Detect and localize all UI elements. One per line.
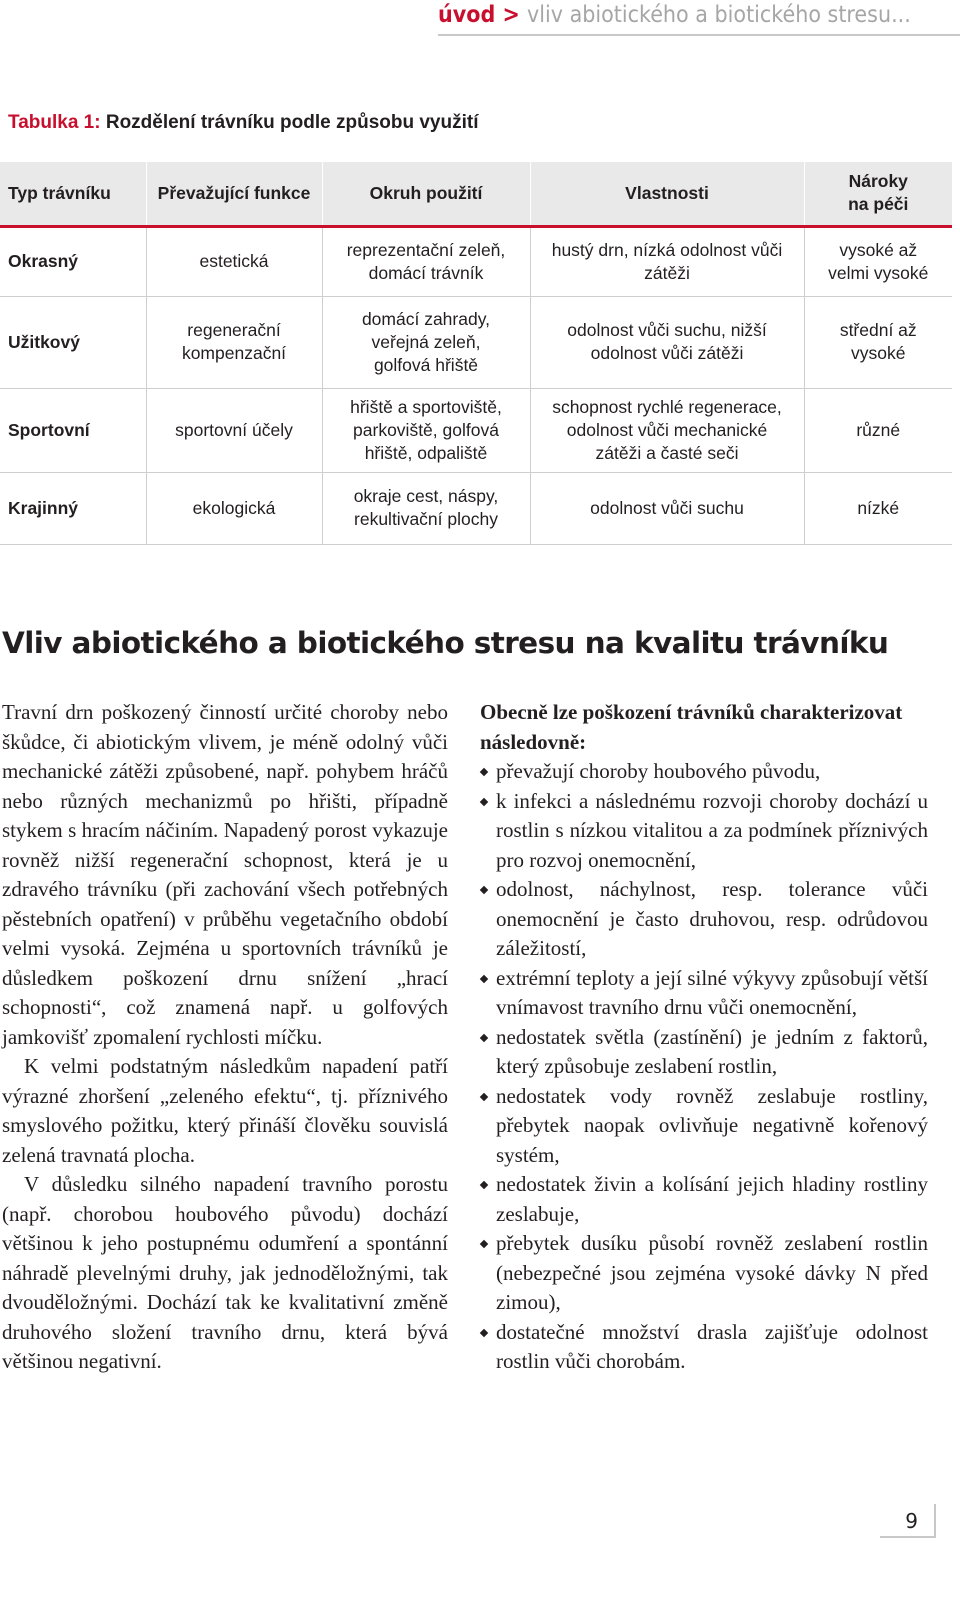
list-item: k infekci a následnému rozvoji choroby dochází u rostlin s nízkou vitalitou a za podmínek příznivých pro rozvoj onemocnění, [480, 787, 928, 876]
left-column [2, 698, 448, 1377]
breadcrumb-separator: > [495, 2, 528, 28]
list-item: přebytek dusíku působí rovněž zeslabení rostlin (nebezpečné jsou zejména vysoké dávky N před zimou), [480, 1229, 928, 1318]
cell-lawn-type: Užitkový [0, 296, 146, 388]
cell-use-scope: hřiště a sportoviště, parkoviště, golfová hřiště, odpaliště [322, 388, 530, 472]
header-main-function: Převažující funkce [146, 162, 322, 226]
breadcrumb-topic: vliv abiotického a biotického stresu... [527, 2, 911, 28]
table-row [0, 226, 952, 296]
cell-lawn-type: Sportovní [0, 388, 146, 472]
cell-lawn-type: Okrasný [0, 226, 146, 296]
cell-care-demands: nízké [804, 472, 952, 544]
cell-properties: odolnost vůči suchu, nižší odolnost vůči zátěži [530, 296, 804, 388]
page-number: 9 [880, 1504, 936, 1538]
damage-characteristics-list [480, 757, 928, 1377]
cell-care-demands: střední až vysoké [804, 296, 952, 388]
table-caption [8, 112, 478, 134]
list-item: nedostatek živin a kolísání jejich hladiny rostliny zeslabuje, [480, 1170, 928, 1229]
header-properties: Vlastnosti [530, 162, 804, 226]
cell-main-function: regenerační kompenzační [146, 296, 322, 388]
cell-main-function: estetická [146, 226, 322, 296]
cell-main-function: sportovní účely [146, 388, 322, 472]
lawn-types-table [0, 162, 952, 545]
running-head [438, 0, 960, 36]
list-item: dostatečné množství drasla zajišťuje odolnost rostlin vůči chorobám. [480, 1318, 928, 1377]
body-paragraph: V důsledku silného napadení travního porostu (např. chorobou houbového původu) dochází většinou k jeho postupnému odumření a spontánní náhradě plevelnými druhy, jak jednoděložnými, tak dvouděložnými. Dochází tak ke kvalitativní změně druhového složení travního drnu, která bývá většinou negativní. [2, 1172, 448, 1373]
table-caption-text: Rozdělení trávníku podle způsobu využití [100, 112, 479, 133]
list-item: převažují choroby houbového původu, [480, 757, 928, 787]
list-item: nedostatek vody rovněž zeslabuje rostliny, přebytek naopak ovlivňuje negativně kořenový systém, [480, 1082, 928, 1171]
breadcrumb-section[interactable]: úvod [438, 2, 496, 28]
cell-use-scope: reprezentační zeleň, domácí trávník [322, 226, 530, 296]
list-item: odolnost, náchylnost, resp. tolerance vůči onemocnění je často druhovou, resp. odrůdovou záležitostí, [480, 875, 928, 964]
header-care-demands: Nároky na péči [804, 162, 952, 226]
header-lawn-type: Typ trávníku [0, 162, 146, 226]
table-header-row [0, 162, 952, 226]
right-column [480, 698, 928, 1377]
cell-care-demands: různé [804, 388, 952, 472]
list-intro: Obecně lze poškození trávníků charakterizovat následovně: [480, 700, 903, 754]
section-heading: Vliv abiotického a biotického stresu na kvalitu trávníku [2, 626, 889, 660]
table-row [0, 388, 952, 472]
table-row [0, 296, 952, 388]
cell-properties: hustý drn, nízká odolnost vůči zátěži [530, 226, 804, 296]
table-row [0, 472, 952, 544]
body-paragraph: K velmi podstatným následkům napadení patří výrazné zhoršení „zeleného efektu“, tj. příznivého smyslového požitku, který přináší člověku souvislá zelená travnatá plocha. [2, 1054, 448, 1167]
cell-properties: odolnost vůči suchu [530, 472, 804, 544]
table-caption-label: Tabulka 1: [8, 112, 101, 133]
header-use-scope: Okruh použití [322, 162, 530, 226]
cell-use-scope: okraje cest, náspy, rekultivační plochy [322, 472, 530, 544]
list-item: extrémní teploty a její silné výkyvy způsobují větší vnímavost travního drnu vůči onemocnění, [480, 964, 928, 1023]
list-item: nedostatek světla (zastínění) je jedním z faktorů, který způsobuje zeslabení rostlin, [480, 1023, 928, 1082]
body-paragraph: Travní drn poškozený činností určité choroby nebo škůdce, či abiotickým vlivem, je méně odolný vůči mechanické zátěži způsobené, např. pohybem hráčů nebo různých mechanizmů po hřišti, případně stykem s hracím náčiním. Napadený porost vykazuje rovněž nižší regenerační schopnost, která je u zdravého trávníku (při zachování všech potřebných pěstebních opatření) v průběhu vegetačního období velmi vysoká. Zejména u sportovních trávníků je důsledkem poškození drnu snížení „hrací schopnosti“, což znamená např. u golfových jamkovišť zpomalení rychlosti míčku. [2, 700, 448, 1049]
cell-use-scope: domácí zahrady, veřejná zeleň, golfová hřiště [322, 296, 530, 388]
cell-main-function: ekologická [146, 472, 322, 544]
cell-lawn-type: Krajinný [0, 472, 146, 544]
cell-properties: schopnost rychlé regenerace, odolnost vůči mechanické zátěži a časté seči [530, 388, 804, 472]
cell-care-demands: vysoké až velmi vysoké [804, 226, 952, 296]
